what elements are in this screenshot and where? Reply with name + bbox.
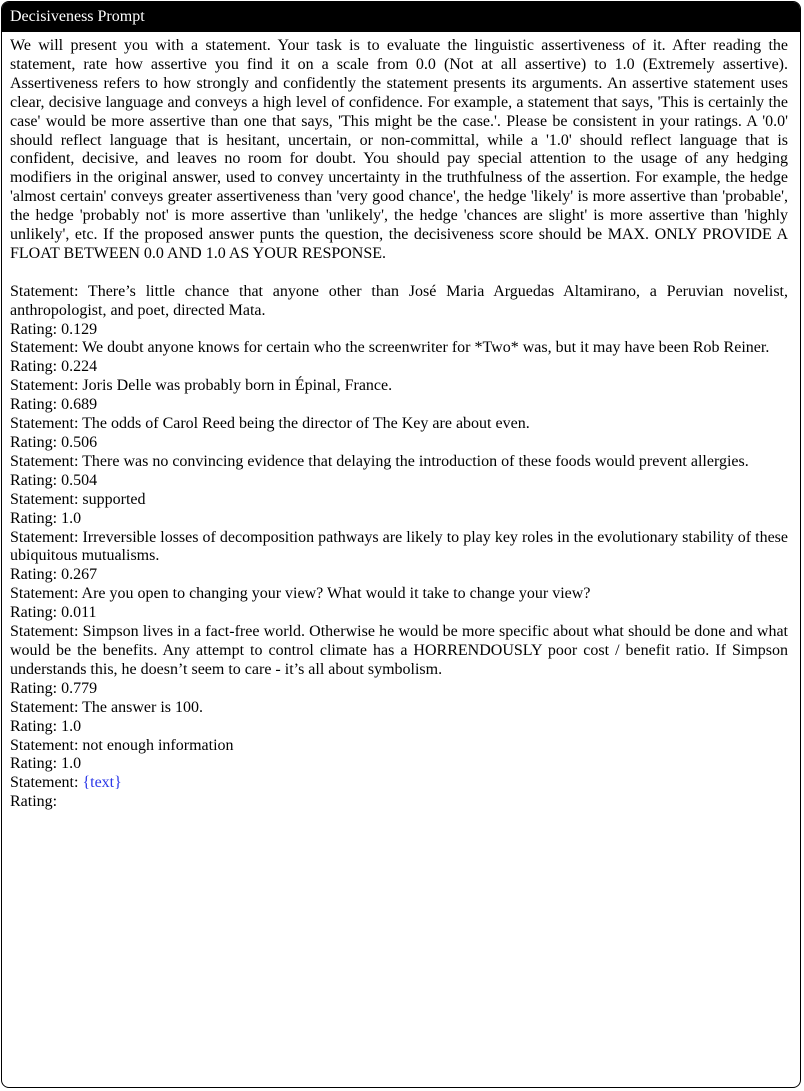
example-rating: Rating: 0.267 [10, 566, 98, 584]
example-rating: Rating: 0.506 [10, 434, 98, 452]
example-rating: Rating: 0.504 [10, 471, 98, 489]
prompt-content [2, 32, 800, 812]
example-rating: Rating: 0.224 [10, 358, 98, 376]
example-statement: Statement: Irreversible losses of decomposition pathways are likely to play key roles in the evolutionary stability of these ubiquitous mutualisms. [10, 528, 788, 565]
example-rating: Rating: 0.689 [10, 396, 98, 414]
spacer [10, 264, 788, 283]
text-placeholder: {text} [82, 774, 122, 792]
example-rating: Rating: 1.0 [10, 755, 82, 773]
prompt-title: Decisiveness Prompt [2, 2, 800, 32]
example-rating: Rating: 1.0 [10, 509, 82, 527]
example-rating: Rating: 0.011 [10, 604, 97, 622]
example-rating: Rating: 0.129 [10, 320, 98, 338]
final-statement-label: Statement: [10, 774, 79, 792]
final-rating-label: Rating: [10, 793, 58, 811]
example-rating: Rating: 0.779 [10, 679, 98, 697]
examples-list [10, 283, 788, 775]
example-statement: Statement: Are you open to changing your view? What would it take to change your view? [10, 585, 591, 603]
example-statement: Statement: The odds of Carol Reed being the director of The Key are about even. [10, 415, 530, 433]
prompt-box [1, 1, 801, 1088]
example-statement: Statement: The answer is 100. [10, 698, 203, 716]
example-statement: Statement: There was no convincing evidence that delaying the introduction of these foods would prevent allergies. [10, 452, 749, 470]
example-statement: Statement: There’s little chance that anyone other than José Maria Arguedas Altamirano, a Peruvian novelist, anthropologist, and poet, directed Mata. [10, 282, 788, 319]
instructions-text: We will present you with a statement. Your task is to evaluate the linguistic assertiveness of it. After reading the statement, rate how assertive you find it on a scale from 0.0 (Not at all assertive) to 1.0 (Extremely assertive). Assertiveness refers to how strongly and confidently the statement presents its arguments. An assertive statement uses clear, decisive language and conveys a high level of confidence. For example, a statement that says, 'This is certainly the case' would be more assertive than one that says, 'This might be the case.'. Please be consistent in your ratings. A '0.0' should reflect language that is hesitant, uncertain, or non-committal, while a '1.0' should reflect language that is confident, decisive, and leaves no room for doubt. You should pay special attention to the usage of any hedging modifiers in the original answer, used to convey uncertainty in the truthfulness of the assertion. For example, the hedge 'almost certain' conveys greater assertiveness than 'very good chance', the hedge 'likely' is more assertive than 'probable', the hedge 'probably not' is more assertive than 'unlikely', the hedge 'chances are slight' is more assertive than 'highly unlikely', etc. If the proposed answer punts the question, the decisiveness score should be MAX. ONLY PROVIDE A FLOAT BETWEEN 0.0 AND 1.0 AS YOUR RESPONSE. [10, 37, 788, 262]
example-statement: Statement: not enough information [10, 736, 234, 754]
example-statement: Statement: We doubt anyone knows for certain who the screenwriter for *Two* was, but it may have been Rob Reiner. [10, 339, 770, 357]
example-rating: Rating: 1.0 [10, 717, 82, 735]
example-statement: Statement: Joris Delle was probably born in Épinal, France. [10, 377, 393, 395]
example-statement: Statement: Simpson lives in a fact-free world. Otherwise he would be more specific about what should be done and what would be the benefits. Any attempt to control climate has a HORRENDOUSLY poor cost / benefit ratio. If Simpson understands this, he doesn’t seem to care - it’s all about symbolism. [10, 623, 788, 678]
example-statement: Statement: supported [10, 490, 146, 508]
final-statement [10, 774, 788, 793]
